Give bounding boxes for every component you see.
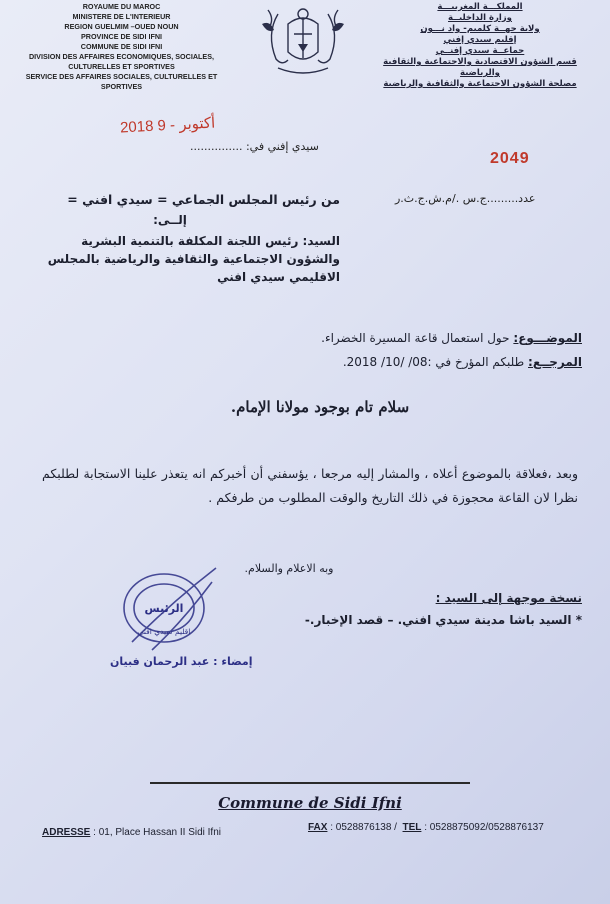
header-fr-line: ROYAUME DU MAROC xyxy=(82,2,161,11)
fax-label: FAX xyxy=(308,822,328,833)
header-fr-line: REGION GUELMIM –OUED NOUN xyxy=(64,22,179,31)
header-ar-line: والرياضية xyxy=(460,68,500,78)
reference-text: طلبكم المؤرخ في :08/ /10/ 2018. xyxy=(342,355,525,369)
header-ar-line: جماعــة سيدي إفنــي xyxy=(435,46,525,56)
header-fr-line: CULTURELLES ET SPORTIVES xyxy=(68,62,175,71)
reference-line-body xyxy=(343,355,582,369)
date-line: سيدي إفني في: ............... xyxy=(190,140,319,153)
header-fr-line: SPORTIVES xyxy=(100,82,143,91)
reference-number-stamp: 2049 xyxy=(490,150,530,167)
commune-name: Commune de Sidi Ifni xyxy=(218,794,402,812)
header-french xyxy=(14,2,229,92)
subject-text: حول استعمال قاعة المسيرة الخضراء. xyxy=(321,331,510,345)
coat-of-arms-icon xyxy=(248,4,358,80)
closing-line: وبه الاعلام والسلام. xyxy=(244,562,334,575)
subject-line xyxy=(321,331,582,345)
header-fr-line: MINISTERE DE L'INTERIEUR xyxy=(72,12,171,21)
footer-contact xyxy=(308,822,544,833)
header-ar-line: إقليم سيدي إفني xyxy=(443,35,517,45)
footer-divider xyxy=(150,782,470,784)
sender-line: من رئيس المجلس الجماعي = سيدي افني = xyxy=(67,192,340,207)
svg-text:اقليم سيدي افني: اقليم سيدي افني xyxy=(137,627,191,636)
reference-label: المرجــع: xyxy=(528,355,582,369)
subject-label: الموضـــوع: xyxy=(513,331,582,345)
footer-address xyxy=(42,827,221,838)
reference-line: عدد.........ج.س ./م.ش.ج.ث.ر xyxy=(395,192,536,205)
recipient-text: السيد: رئيس اللجنة المكلفة بالتنمية البشرية والشؤون الاجتماعية والثقافية والرياضية بالمجلس الاقليمي سيدي افني xyxy=(47,234,340,284)
header-ar-line: مصلحة الشؤون الاجتماعية والثقافية والرياضية xyxy=(383,79,577,89)
greeting: سلام تام بوجود مولانا الإمام. xyxy=(230,398,410,416)
header-fr-line: SERVICE DES AFFAIRES SOCIALES, CULTURELLES ET xyxy=(25,72,218,81)
official-seal-icon xyxy=(112,562,222,652)
signature-line: إمضاء : عبد الرحمان فبيان xyxy=(110,655,253,668)
svg-text:الرئيس: الرئيس xyxy=(144,602,184,615)
header-ar-line: ولاية جهــة كلميم- واد نـــون xyxy=(420,24,540,34)
header-fr-line: PROVINCE DE SIDI IFNI xyxy=(80,32,163,41)
recipient-label: إلــى: xyxy=(153,213,187,227)
header-fr-line: COMMUNE DE SIDI IFNI xyxy=(80,42,163,51)
letter-body: وبعد ،فعلاقة بالموضوع أعلاه ، والمشار إليه مرجعا ، يؤسفني أن أخبركم انه يتعذر علينا الاستجابة لطلبكم نظرا لان القاعة محجوزة في ذلك التاريخ والوقت المطلوب من طرفكم . xyxy=(42,466,578,505)
tel-text: : 0528875092/0528876137 xyxy=(424,822,544,833)
header-arabic xyxy=(380,2,580,90)
fax-text: : 0528876138 / xyxy=(330,822,397,833)
header-ar-line: قسم الشؤون الاقتصادية والاجتماعية والثقافية xyxy=(383,57,577,67)
header-fr-line: DIVISION DES AFFAIRES ECONOMIQUES, SOCIALES, xyxy=(28,52,215,61)
header-ar-line: وزارة الداخليــة xyxy=(448,13,512,23)
tel-label: TEL xyxy=(402,822,422,833)
copy-to-item: * السيد باشا مدينة سيدي افني. – قصد الإخبار.- xyxy=(304,613,582,627)
address-label: ADRESSE xyxy=(42,827,91,838)
header-ar-line: المملكـــة المغربيـــة xyxy=(437,2,523,12)
address-text: : 01, Place Hassan II Sidi Ifni xyxy=(93,827,221,838)
copy-to-title: نسخة موجهة إلى السيد : xyxy=(435,591,582,605)
date-stamp: 2018 9 - أكتوبر xyxy=(119,114,216,137)
